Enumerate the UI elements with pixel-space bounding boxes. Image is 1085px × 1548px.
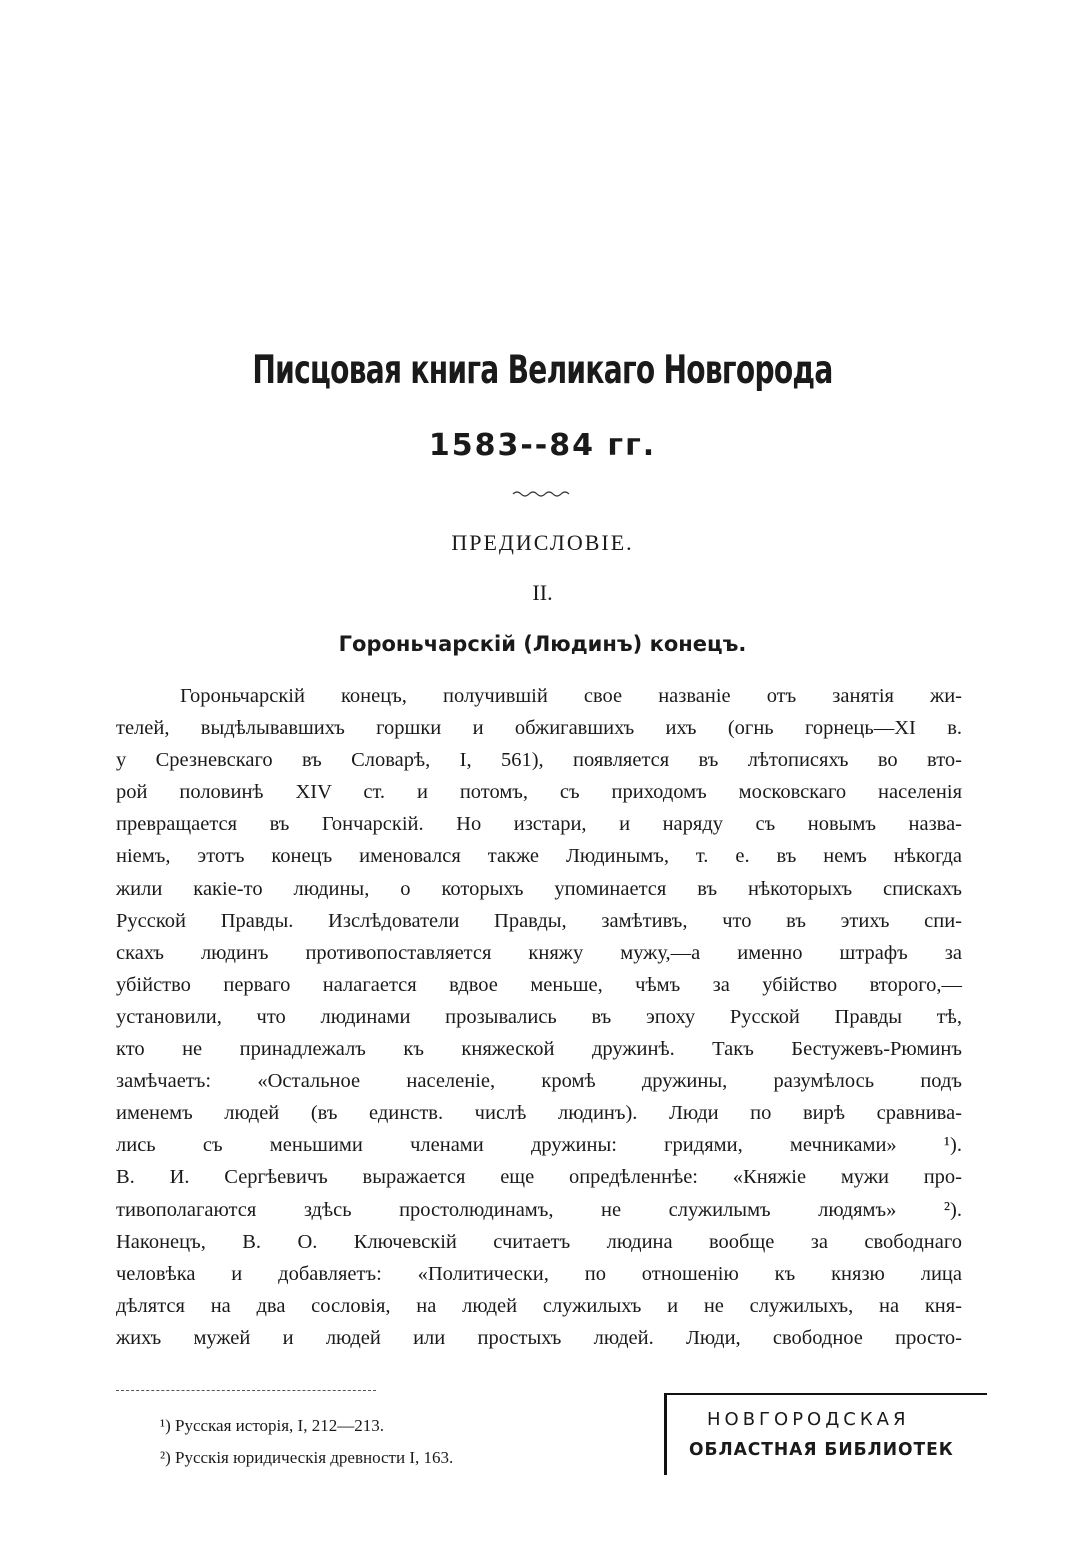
stamp-line-1: НОВГОРОДСКАЯ	[707, 1409, 910, 1430]
body-line: телей, выдѣлывавшихъ горшки и обжигавшихъ ихъ (огнь горнець—XI в.	[116, 717, 962, 740]
body-line: установили, что людинами прозывались въ эпоху Русской Правды тѣ,	[116, 1005, 962, 1028]
footnote-1: ¹) Русская исторія, I, 212—213.	[160, 1416, 384, 1435]
footnote-2: ²) Русскія юридическія древности I, 163.	[160, 1448, 454, 1467]
body-text	[116, 680, 962, 1354]
book-title: Писцовая книга Великаго Новгорода	[252, 348, 833, 393]
body-line: Русской Правды. Изслѣдователи Правды, замѣтивъ, что въ этихъ спи-	[116, 909, 962, 932]
body-line: замѣчаетъ: «Остальное населеніе, кромѣ дружины, разумѣлось подъ	[116, 1070, 962, 1093]
wavy-ornament	[511, 488, 571, 500]
body-line: человѣка и добавляетъ: «Политически, по отношенію къ князю лица	[116, 1262, 962, 1285]
body-line: скахъ людинъ противопоставляется княжу мужу,—а именно штрафъ за	[116, 941, 962, 964]
section-number: II.	[532, 580, 553, 605]
section-heading: Гороньчарскій (Людинъ) конецъ.	[338, 632, 747, 656]
body-line: В. И. Сергѣевичъ выражается еще опредѣленнѣе: «Княжіе мужи про-	[116, 1166, 962, 1189]
body-line: рой половинѣ XIV ст. и потомъ, съ приходомъ московскаго населенія	[116, 781, 962, 804]
footnotes	[160, 1410, 650, 1474]
body-line: жихъ мужей и людей или простыхъ людей. Люди, свободное просто-	[116, 1326, 962, 1349]
body-line: убійство перваго налагается вдвое меньше, чѣмъ за убійство второго,—	[116, 973, 962, 996]
stamp-line-2: ОБЛАСТНАЯ БИБЛИОТЕК	[689, 1439, 954, 1460]
book-years: 1583--84 гг.	[428, 428, 657, 463]
body-line: Наконецъ, В. О. Ключевскій считаетъ людина вообще за свободнаго	[116, 1230, 962, 1253]
body-line: дѣлятся на два сословія, на людей служилыхъ и не служилыхъ, на кня-	[116, 1294, 962, 1317]
body-line: жили какіе-то людины, о которыхъ упоминается въ нѣкоторыхъ спискахъ	[116, 877, 962, 900]
body-line: ніемъ, этотъ конецъ именовался также Людинымъ, т. е. въ немъ нѣкогда	[116, 845, 962, 868]
body-line: именемъ людей (въ единств. числѣ людинъ). Люди по вирѣ сравнива-	[116, 1102, 962, 1125]
preface-heading: ПРЕДИСЛОВІЕ.	[451, 530, 634, 555]
body-line: кто не принадлежалъ къ княжеской дружинѣ. Такъ Бестужевъ-Рюминъ	[116, 1038, 962, 1061]
body-line: тивополагаются здѣсь простолюдинамъ, не служилымъ людямъ» ²).	[116, 1198, 962, 1221]
body-line: Гороньчарскій конецъ, получившій свое названіе отъ занятія жи-	[180, 685, 962, 707]
footnote-separator	[116, 1390, 376, 1392]
body-line: превращается въ Гончарскій. Но изстари, и наряду съ новымъ назва-	[116, 813, 962, 836]
body-line: лись съ меньшими членами дружины: гридями, мечниками» ¹).	[116, 1134, 962, 1157]
library-stamp	[664, 1393, 987, 1475]
body-line: у Срезневскаго въ Словарѣ, I, 561), появляется въ лѣтописяхъ во вто-	[116, 749, 962, 772]
